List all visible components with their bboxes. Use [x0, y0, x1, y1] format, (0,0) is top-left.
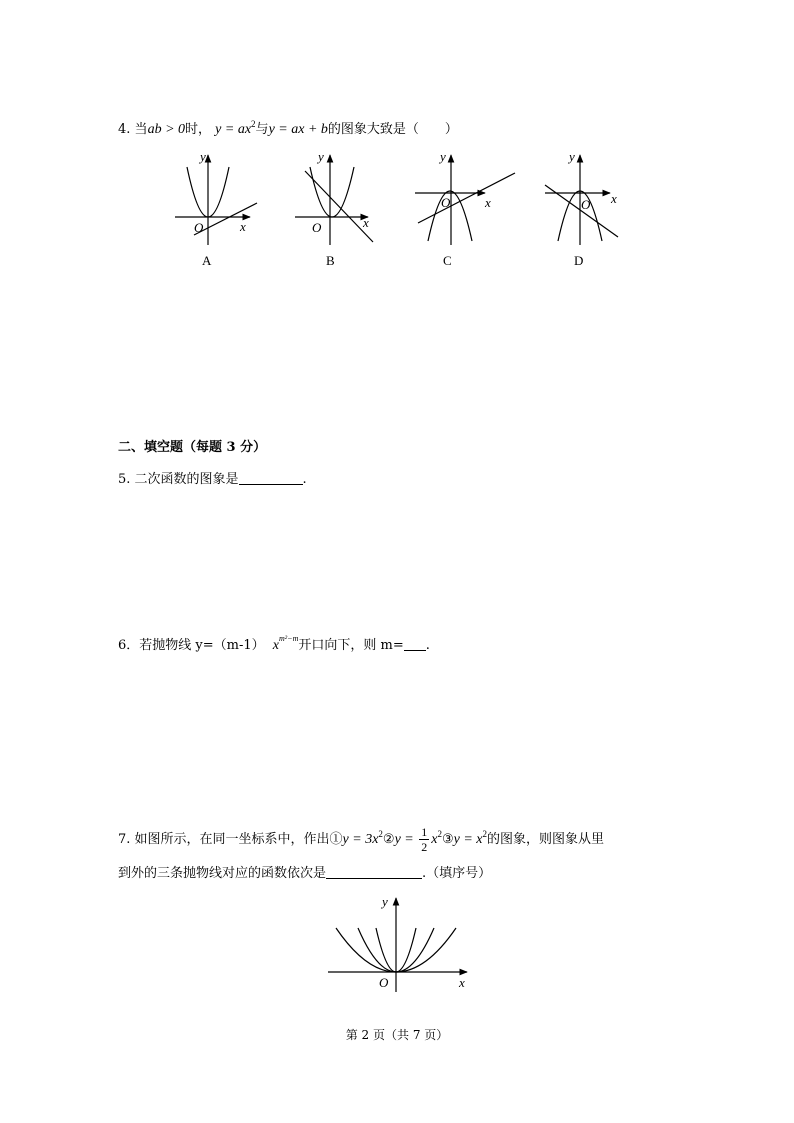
formula-3: $y = x^2$ [453, 829, 487, 847]
option-c-graph [415, 149, 515, 268]
option-d-graph [545, 149, 618, 268]
option-b-graph [295, 149, 373, 268]
fraction-one-half: $\frac{1}{2}$ [421, 825, 428, 854]
formula-line: y = ax + b [268, 122, 328, 137]
axis-y-label: y [200, 149, 206, 164]
axis-x-label: x [240, 219, 246, 234]
option-d-label: D [574, 253, 584, 268]
axis-x-label: x [363, 215, 369, 230]
axis-y-label: y [569, 149, 575, 164]
axis-y-label: y [318, 149, 324, 164]
axis-y-label: y [382, 894, 388, 909]
page-footer: 第 2 页（共 7 页） [345, 1028, 449, 1042]
section-2-title: 二、填空题（每题 3 分） [118, 440, 267, 455]
answer-blank[interactable] [404, 638, 426, 651]
question-5-stem: 5. 二次函数的图象是 . [118, 472, 307, 487]
origin-label: O [312, 220, 322, 235]
question-7-stem-line2: 到外的三条抛物线对应的函数依次是 .（填序号） [118, 866, 492, 881]
origin-label: O [581, 197, 591, 212]
axis-y-label: y [440, 149, 446, 164]
answer-blank[interactable] [326, 866, 422, 879]
option-b-label: B [326, 253, 335, 268]
power-expression: $x^{m^2-m}$ [272, 634, 299, 653]
question-7-stem-line1: 7. 如图所示，在同一坐标系中，作出①y = $3x^2②y$ = $\frac{1}{2}$ $x^2③y = x^2$的图象，则图象从里 [118, 825, 605, 854]
axis-x-label: x [459, 975, 465, 990]
option-a-graph [175, 149, 257, 268]
question-7-parabolas-figure [322, 892, 472, 994]
origin-label: O [441, 195, 451, 210]
question-6-stem: 6．若抛物线 y=（m-1） $x^{m^2-m}$开口向下，则 m= . [118, 634, 430, 653]
axis-x-label: x [611, 191, 617, 206]
question-4-options-figure [160, 145, 630, 275]
formula-parabola: $y = ax^2$ [215, 119, 256, 137]
axis-x-label: x [485, 195, 491, 210]
option-c-label: C [443, 253, 452, 268]
formula-1: $y = 3x^2$ [342, 829, 383, 847]
origin-label: O [379, 975, 389, 990]
origin-label: O [194, 220, 204, 235]
answer-blank[interactable] [239, 472, 303, 485]
option-a-label: A [202, 253, 212, 268]
question-4-stem: 4. 当ab > 0时， $y = ax^2$与y = ax + b的图象大致是（ ） [118, 119, 458, 137]
